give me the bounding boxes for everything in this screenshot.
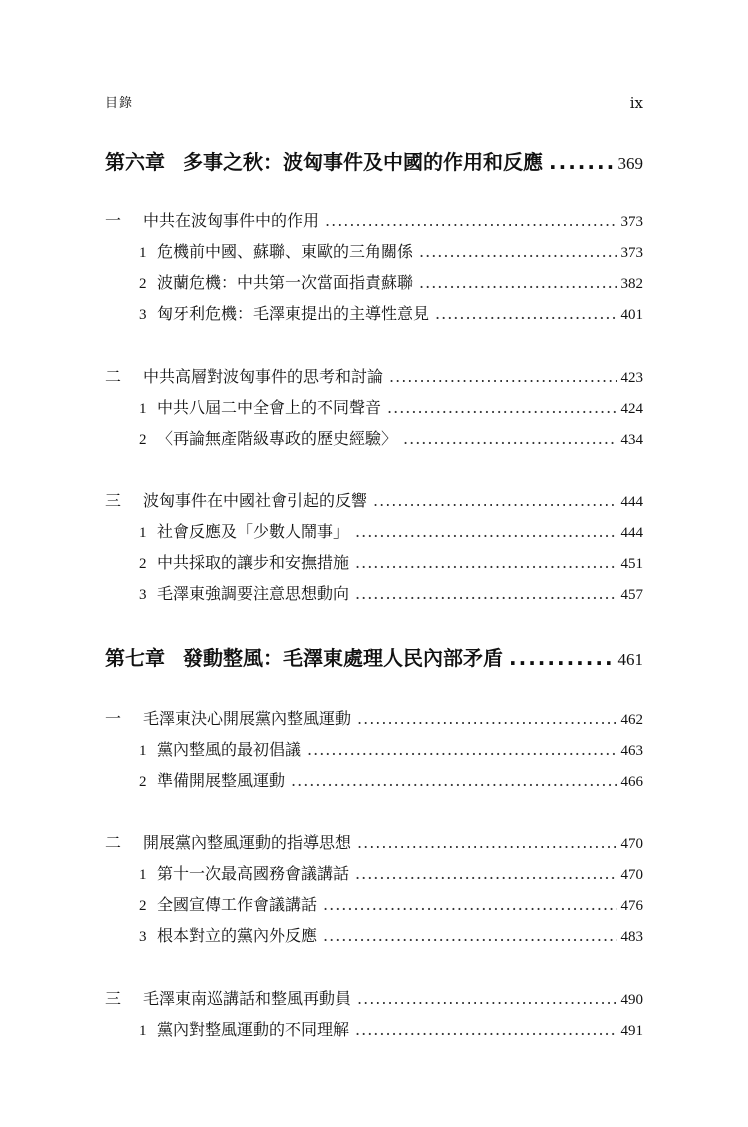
toc-subsection[interactable]	[139, 550, 643, 573]
dot-leader	[323, 926, 616, 945]
toc-section[interactable]	[105, 488, 643, 511]
subsection-number: 2	[139, 774, 147, 790]
subsection-title: 根本對立的黨內外反應	[157, 926, 318, 945]
subsection-number: 2	[139, 556, 147, 572]
chapter-number: 第六章	[105, 150, 165, 174]
chapter-title: 多事之秋：波匈事件及中國的作用和反應	[183, 150, 543, 174]
dot-leader	[323, 895, 616, 914]
subsection-page: 476	[620, 898, 643, 914]
subsection-title: 毛澤東強調要注意思想動向	[157, 584, 350, 603]
chapter-title: 發動整風：毛澤東處理人民內部矛盾	[183, 646, 503, 670]
subsection-number: 1	[139, 245, 147, 261]
subsection-number: 3	[139, 929, 147, 945]
dot-leader	[387, 398, 616, 417]
subsection-page: 373	[620, 245, 643, 261]
subsection-number: 1	[139, 525, 147, 541]
subsection-page: 470	[620, 867, 643, 883]
subsection-title: 黨內對整風運動的不同理解	[157, 1020, 350, 1039]
dot-leader	[357, 709, 616, 728]
dot-leader	[291, 771, 616, 790]
subsection-title: 第十一次最高國務會議講話	[157, 864, 350, 883]
chapter-page: 369	[617, 154, 643, 173]
section-page: 423	[620, 370, 643, 386]
dot-leader	[419, 273, 616, 292]
toc-chapter-7[interactable]	[105, 642, 643, 671]
subsection-title: 〈再論無產階級專政的歷史經驗〉	[157, 429, 398, 448]
toc-section[interactable]	[105, 208, 643, 231]
dot-leader	[325, 211, 616, 230]
section-page: 444	[620, 494, 643, 510]
section-page: 490	[620, 992, 643, 1008]
subsection-page: 424	[620, 401, 643, 417]
subsection-page: 382	[620, 276, 643, 292]
subsection-number: 1	[139, 1023, 147, 1039]
section-page: 470	[620, 836, 643, 852]
toc-section[interactable]	[105, 364, 643, 387]
section-number: 二	[105, 833, 122, 852]
toc-subsection[interactable]	[139, 892, 643, 915]
subsection-page: 466	[620, 774, 643, 790]
toc-subsection[interactable]	[139, 737, 643, 760]
dot-leader	[373, 491, 616, 510]
dot-leader	[389, 367, 616, 386]
subsection-title: 社會反應及「少數人鬧事」	[157, 522, 350, 541]
section-number: 二	[105, 367, 122, 386]
subsection-page: 451	[620, 556, 643, 572]
section-title: 中共高層對波匈事件的思考和討論	[143, 367, 384, 386]
subsection-number: 3	[139, 307, 147, 323]
toc-subsection[interactable]	[139, 519, 643, 542]
dot-leader	[355, 584, 616, 603]
dot-leader	[403, 429, 616, 448]
subsection-number: 1	[139, 743, 147, 759]
page-number: ix	[629, 94, 643, 112]
subsection-title: 準備開展整風運動	[157, 771, 286, 790]
subsection-page: 483	[620, 929, 643, 945]
toc-section[interactable]	[105, 706, 643, 729]
dot-leader	[509, 646, 614, 670]
toc-subsection[interactable]	[139, 768, 643, 791]
section-page: 373	[620, 214, 643, 230]
dot-leader	[435, 304, 616, 323]
chapter-number: 第七章	[105, 646, 165, 670]
subsection-title: 全國宣傳工作會議講話	[157, 895, 318, 914]
toc-subsection[interactable]	[139, 270, 643, 293]
dot-leader	[357, 989, 616, 1008]
subsection-number: 2	[139, 432, 147, 448]
toc-subsection[interactable]	[139, 426, 643, 449]
subsection-page: 457	[620, 587, 643, 603]
toc-subsection[interactable]	[139, 239, 643, 262]
subsection-title: 中共採取的讓步和安撫措施	[157, 553, 350, 572]
dot-leader	[307, 740, 616, 759]
section-title: 毛澤東南巡講話和整風再動員	[143, 989, 352, 1008]
subsection-title: 危機前中國、蘇聯、東歐的三角關係	[157, 242, 414, 261]
subsection-title: 波蘭危機：中共第一次當面指責蘇聯	[157, 273, 414, 292]
toc-subsection[interactable]	[139, 923, 643, 946]
subsection-number: 1	[139, 867, 147, 883]
section-number: 一	[105, 709, 122, 728]
subsection-title: 匈牙利危機：毛澤東提出的主導性意見	[157, 304, 430, 323]
section-page: 462	[620, 712, 643, 728]
running-head	[105, 92, 643, 112]
section-title: 波匈事件在中國社會引起的反響	[143, 491, 368, 510]
section-number: 三	[105, 491, 122, 510]
toc-section[interactable]	[105, 830, 643, 853]
dot-leader	[355, 522, 616, 541]
section-label: 目錄	[105, 96, 134, 111]
subsection-number: 2	[139, 276, 147, 292]
toc-section[interactable]	[105, 986, 643, 1009]
subsection-number: 2	[139, 898, 147, 914]
toc-subsection[interactable]	[139, 395, 643, 418]
dot-leader	[355, 1020, 616, 1039]
dot-leader	[419, 242, 616, 261]
section-number: 一	[105, 211, 122, 230]
section-title: 毛澤東決心開展黨內整風運動	[143, 709, 352, 728]
dot-leader	[549, 150, 614, 174]
toc-subsection[interactable]	[139, 581, 643, 604]
subsection-page: 491	[620, 1023, 643, 1039]
toc-subsection[interactable]	[139, 1017, 643, 1040]
subsection-page: 401	[620, 307, 643, 323]
section-title: 開展黨內整風運動的指導思想	[143, 833, 352, 852]
subsection-title: 中共八屆二中全會上的不同聲音	[157, 398, 382, 417]
chapter-page: 461	[617, 650, 643, 669]
section-title: 中共在波匈事件中的作用	[143, 211, 320, 230]
subsection-page: 444	[620, 525, 643, 541]
toc-subsection[interactable]	[139, 301, 643, 324]
subsection-number: 1	[139, 401, 147, 417]
subsection-number: 3	[139, 587, 147, 603]
subsection-page: 434	[620, 432, 643, 448]
section-number: 三	[105, 989, 122, 1008]
toc-chapter-6[interactable]	[105, 146, 643, 175]
subsection-page: 463	[620, 743, 643, 759]
toc-subsection[interactable]	[139, 861, 643, 884]
subsection-title: 黨內整風的最初倡議	[157, 740, 302, 759]
dot-leader	[357, 833, 616, 852]
dot-leader	[355, 553, 616, 572]
dot-leader	[355, 864, 616, 883]
